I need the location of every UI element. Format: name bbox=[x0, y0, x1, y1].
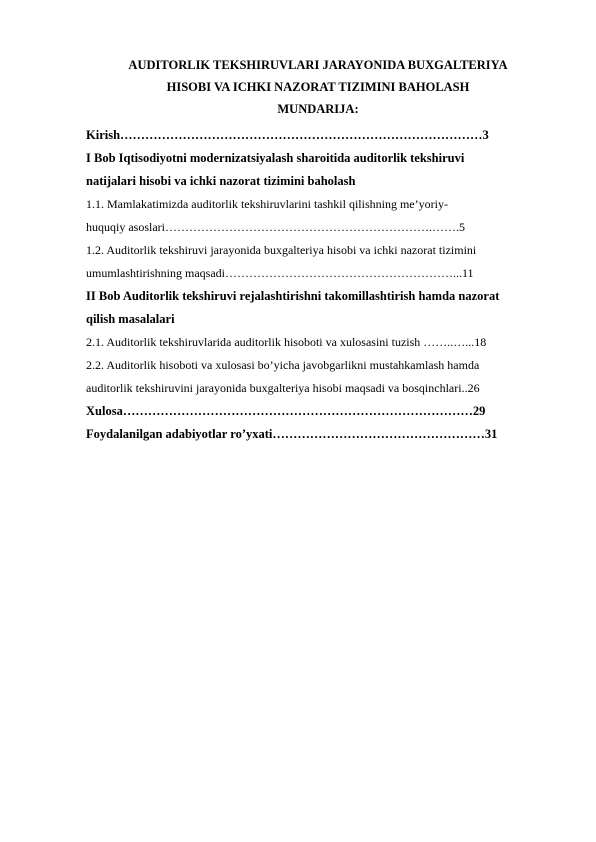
toc-section-2-1: 2.1. Auditorlik tekshiruvlarida auditorlik hisoboti va xulosasini tuzish ……..…...18 bbox=[86, 335, 487, 349]
document-title-line-1: AUDITORLIK TEKSHIRUVLARI JARAYONIDA BUXGALTERIYA bbox=[128, 58, 508, 72]
document-title-line-2: HISOBI VA ICHKI NAZORAT TIZIMINI BAHOLASH bbox=[166, 80, 470, 94]
toc-chapter-2-title-line-2: qilish masalalari bbox=[86, 312, 175, 326]
toc-section-1-2-line-1: 1.2. Auditorlik tekshiruvi jarayonida buxgalteriya hisobi va ichki nazorat tizimini bbox=[86, 243, 477, 257]
toc-chapter-1-title-line-1: I Bob Iqtisodiyotni modernizatsiyalash sharoitida auditorlik tekshiruvi bbox=[86, 151, 465, 165]
toc-chapter-1-title-line-2: natijalari hisobi va ichki nazorat tizimini baholash bbox=[86, 174, 356, 188]
toc-section-2-2-line-2: auditorlik tekshiruvini jarayonida buxgalteriya hisobi maqsadi va bosqinchlari..26 bbox=[86, 381, 480, 395]
toc-section-1-1-line-2: huquqiy asoslari………………………………………………………….…….5 bbox=[86, 220, 465, 234]
toc-entry-references: Foydalanilgan adabiyotlar ro’yxati……………………………………………31 bbox=[86, 427, 498, 441]
contents-heading: MUNDARIJA: bbox=[277, 102, 359, 116]
toc-chapter-2-title-line-1: II Bob Auditorlik tekshiruvi rejalashtirishni takomillashtirish hamda nazorat bbox=[86, 289, 500, 303]
toc-entry-introduction: Kirish……………………………………………………………………………3 bbox=[86, 128, 489, 142]
toc-entry-conclusion: Xulosa…………………………………………………………………………29 bbox=[86, 404, 486, 418]
toc-section-1-2-line-2: umumlashtirishning maqsadi…………………………………………………...11 bbox=[86, 266, 474, 280]
toc-section-2-2-line-1: 2.2. Auditorlik hisoboti va xulosasi bo’yicha javobgarlikni mustahkamlash hamda bbox=[86, 358, 480, 372]
toc-section-1-1-line-1: 1.1. Mamlakatimizda auditorlik tekshiruvlarini tashkil qilishning me’yoriy- bbox=[86, 197, 448, 211]
